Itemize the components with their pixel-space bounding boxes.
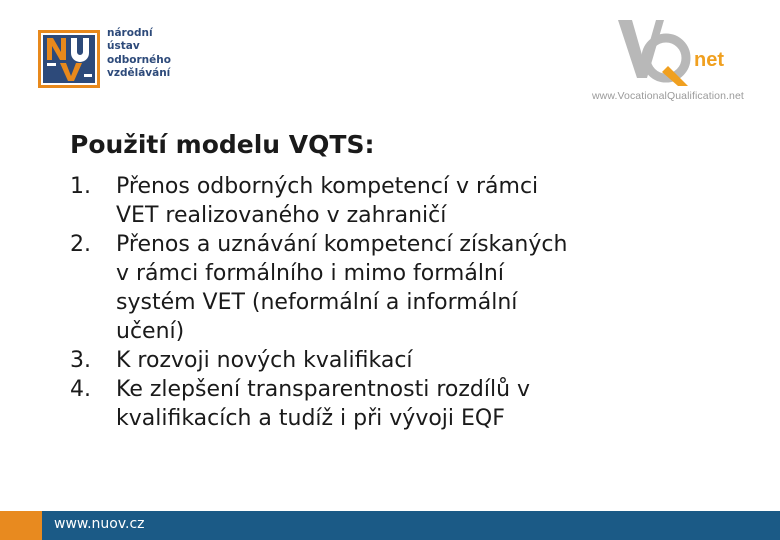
list-line: systém VET (neformální a informální [116, 290, 518, 315]
list-line: Přenos a uznávání kompetencí získaných [116, 232, 568, 257]
list-line: Přenos odborných kompetencí v rámci [116, 174, 539, 199]
list-item [70, 346, 710, 375]
list-number: 2. [70, 232, 91, 257]
footer-url: www.nuov.cz [54, 516, 145, 532]
list-line: VET realizovaného v zahraničí [116, 203, 447, 228]
nuv-logo-line: ústav [107, 40, 140, 53]
list-line: v rámci formálního i mimo formální [116, 261, 504, 286]
list-item [70, 172, 710, 230]
list-line: K rozvoji nových kvalifikací [116, 348, 413, 373]
list-line: kvalifikacích a tudíž i při vývoji EQF [116, 406, 505, 431]
list-line: učení) [116, 319, 185, 344]
list-item [70, 375, 710, 433]
footer-bar [0, 511, 780, 540]
nuv-logo-mark [38, 30, 100, 88]
list-item [70, 230, 710, 346]
vqts-usage-list [70, 172, 710, 433]
list-number: 4. [70, 377, 91, 402]
nuv-logo-text [107, 27, 171, 81]
vq-wordmark: net [694, 49, 724, 71]
nuv-logo [38, 27, 198, 89]
vq-url: www.VocationalQualification.net [592, 90, 744, 102]
nuv-logo-line: národní [107, 27, 153, 39]
nuv-logo-line: odborného [107, 53, 171, 66]
slide-title: Použití modelu VQTS: [70, 130, 375, 159]
nuv-logo-line: vzdělávání [107, 67, 171, 80]
list-number: 1. [70, 174, 91, 199]
footer-accent [0, 511, 42, 540]
list-number: 3. [70, 348, 91, 373]
list-line: Ke zlepšení transparentnosti rozdílů v [116, 377, 531, 402]
